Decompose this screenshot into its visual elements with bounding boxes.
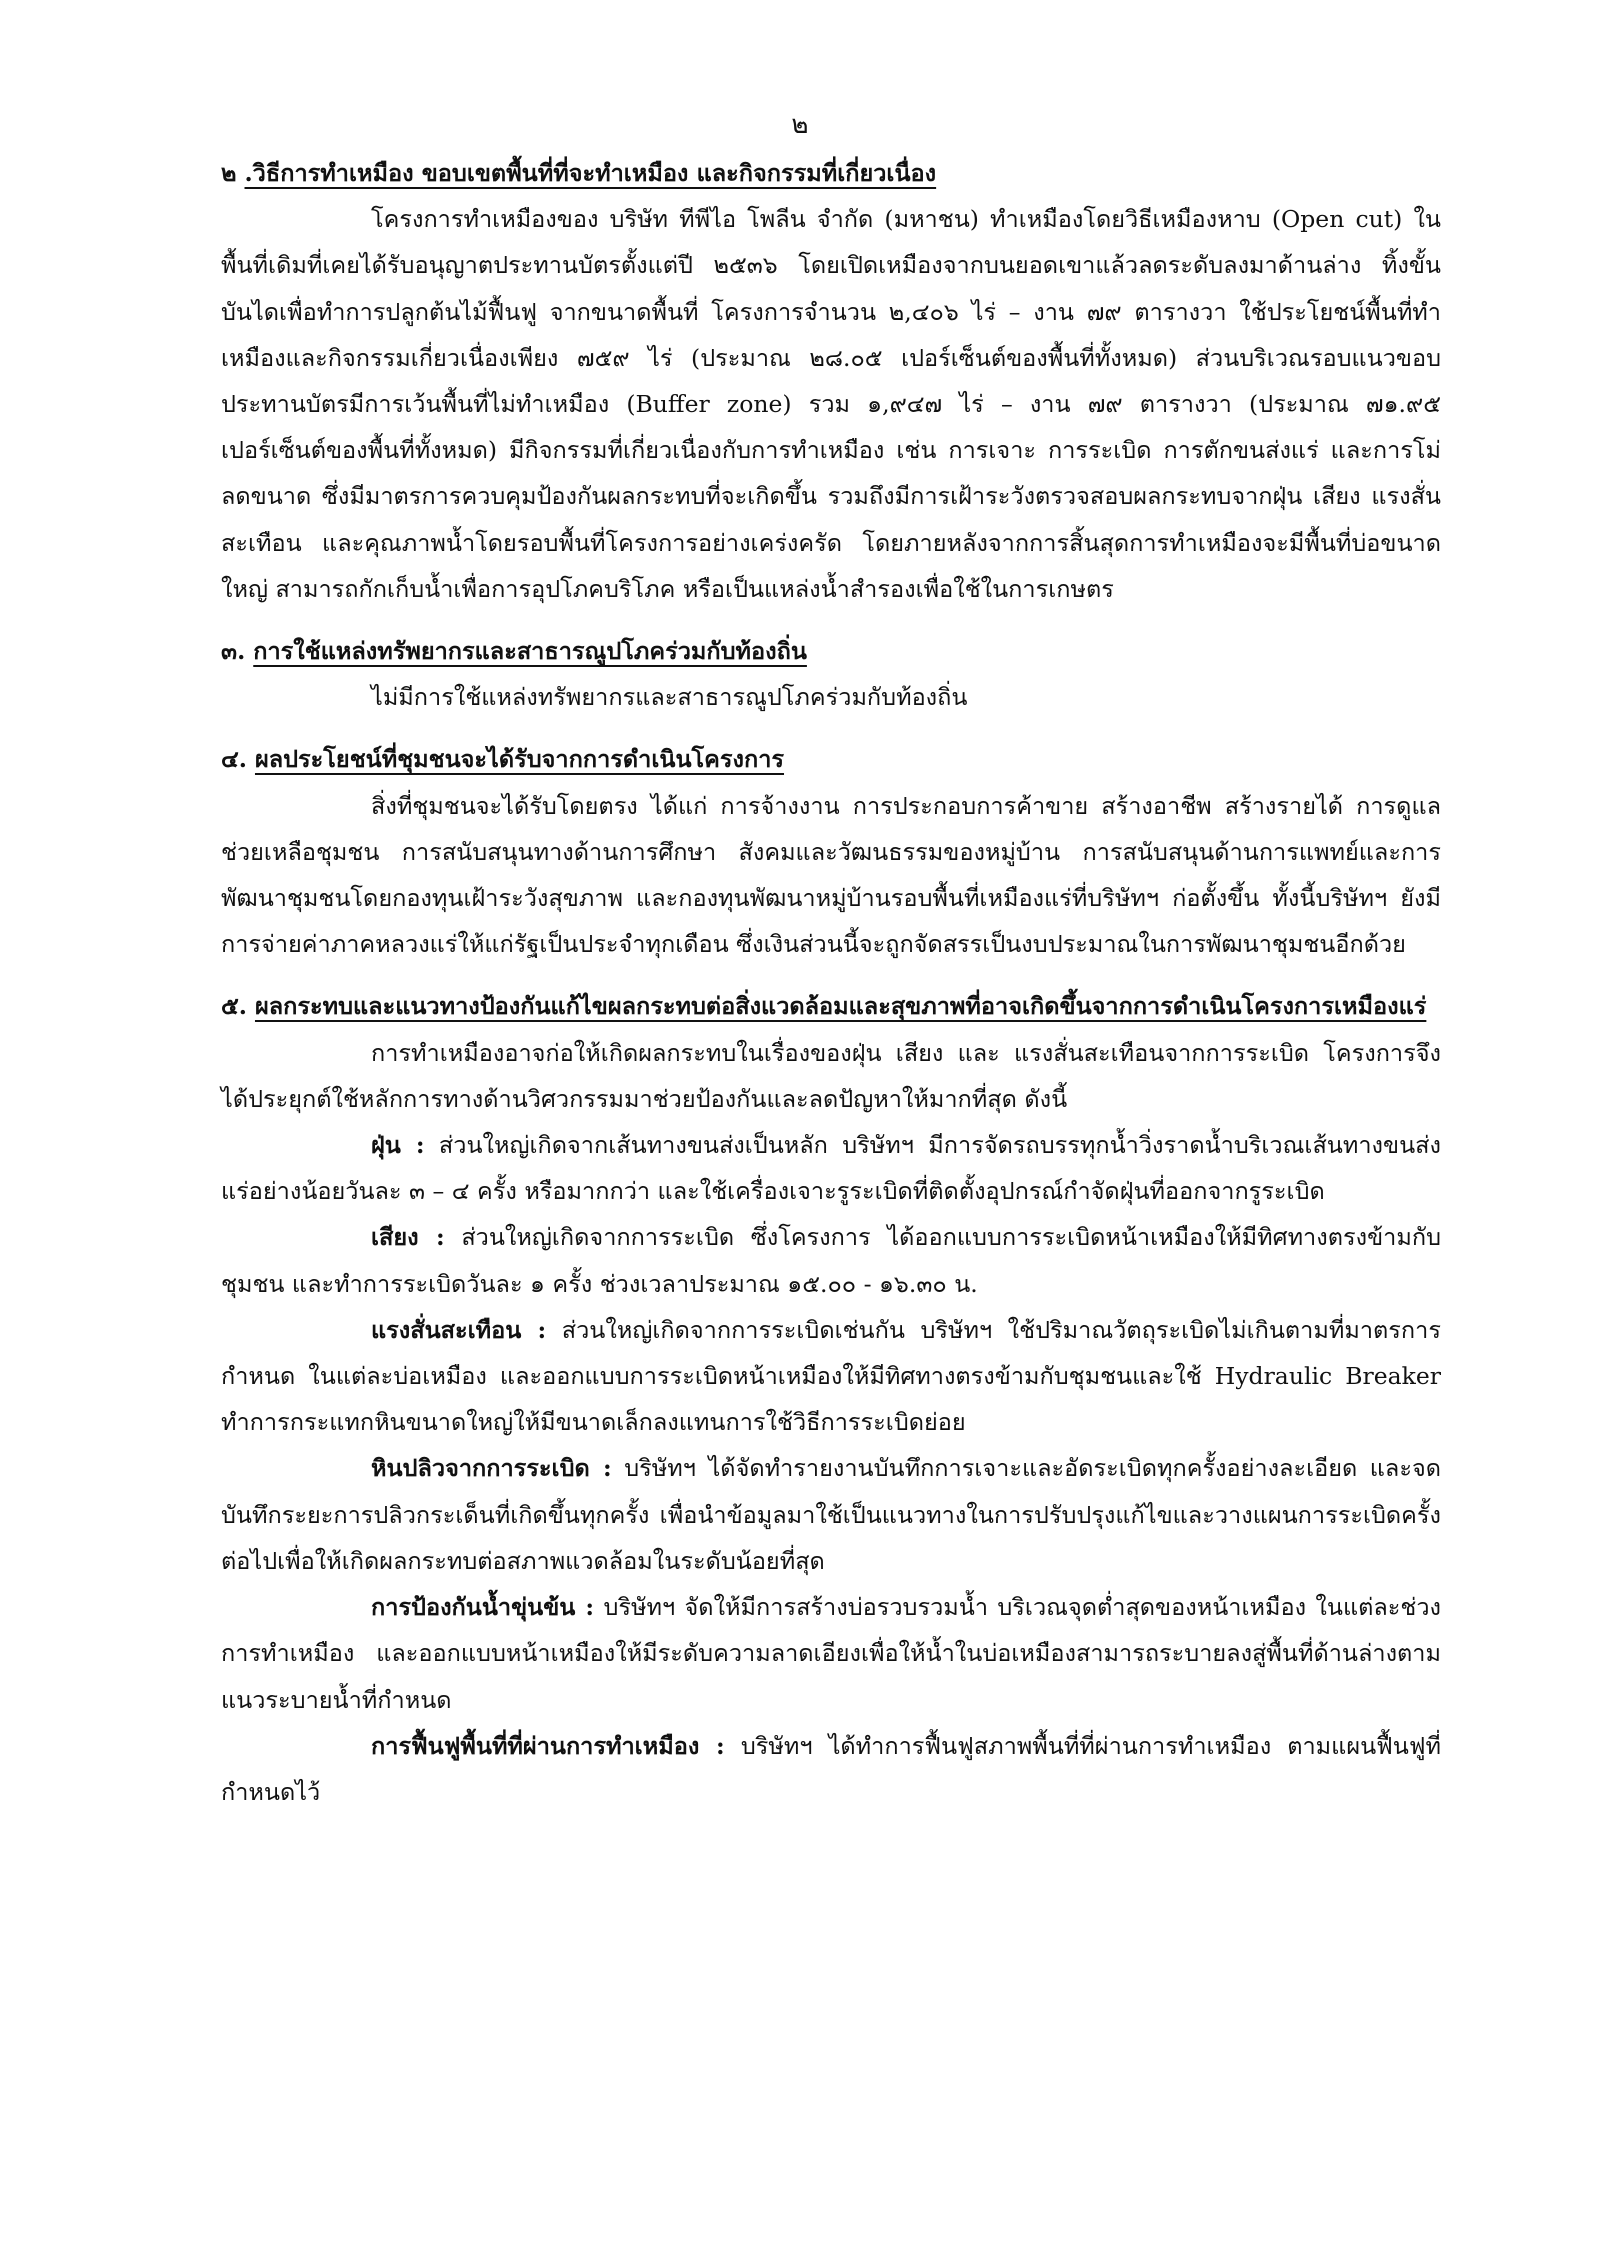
impact-item-turbid-water <box>221 1584 1441 1723</box>
impact-item-term: หินปลิวจากการระเบิด : <box>371 1454 612 1483</box>
impact-item-term: แรงสั่นสะเทือน : <box>371 1315 547 1344</box>
impact-item-text: ส่วนใหญ่เกิดจากเส้นทางขนส่งเป็นหลัก บริษัทฯ มีการจัดรถบรรทุกน้ำวิ่งราดน้ำบริเวณเส้นทางขนส่งแร่อย่างน้อยวันละ ๓ – ๔ ครั้ง หรือมากกว่า และใช้เครื่องเจาะรูระเบิดที่ติดตั้งอุปกรณ์กำจัดฝุ่นที่ออกจากรูระเบิด <box>221 1131 1441 1206</box>
section-3-paragraph: ไม่มีการใช้แหล่งทรัพยากรและสาธารณูปโภคร่วมกับท้องถิ่น <box>371 683 968 712</box>
section-4-number: ๔. <box>221 745 247 774</box>
section-3-title: การใช้แหล่งทรัพยากรและสาธารณูปโภคร่วมกับท้องถิ่น <box>253 637 807 666</box>
document-body <box>221 150 1441 1815</box>
impact-item-rehabilitation <box>221 1723 1441 1815</box>
section-5-intro: การทำเหมืองอาจก่อให้เกิดผลกระทบในเรื่องของฝุ่น เสียง และ แรงสั่นสะเทือนจากการระเบิด โครงการจึงได้ประยุกต์ใช้หลักการทางด้านวิศวกรรมมาช่วยป้องกันและลดปัญหาให้มากที่สุด ดังนี้ <box>221 1038 1441 1113</box>
impact-item-noise <box>221 1214 1441 1306</box>
impact-item-text: ส่วนใหญ่เกิดจากการระเบิด ซึ่งโครงการ ได้ออกแบบการระเบิดหน้าเหมืองให้มีทิศทางตรงข้ามกับชุมชน และทำการระเบิดวันละ ๑ ครั้ง ช่วงเวลาประมาณ ๑๕.๐๐ - ๑๖.๓๐ น. <box>221 1223 1441 1298</box>
page-number: ๒ <box>791 110 809 140</box>
impact-item-dust <box>221 1122 1441 1214</box>
section-4-paragraph: สิ่งที่ชุมชนจะได้รับโดยตรง ได้แก่ การจ้างงาน การประกอบการค้าขาย สร้างอาชีพ สร้างรายได้ การดูแลช่วยเหลือชุมชน การสนับสนุนทางด้านการศึกษา สังคมและวัฒนธรรมของหมู่บ้าน การสนับสนุนด้านการแพทย์และการพัฒนาชุมชนโดยกองทุนเฝ้าระวังสุขภาพ และกองทุนพัฒนาหมู่บ้านรอบพื้นที่เหมืองแร่ที่บริษัทฯ ก่อตั้งขึ้น ทั้งนี้บริษัทฯ ยังมีการจ่ายค่าภาคหลวงแร่ให้แก่รัฐเป็นประจำทุกเดือน ซึ่งเงินส่วนนี้จะถูกจัดสรรเป็นงบประมาณในการพัฒนาชุมชนอีกด้วย <box>221 791 1441 959</box>
section-2-number: ๒ <box>221 159 237 187</box>
impact-item-term: การป้องกันน้ำขุ่นข้น : <box>371 1593 595 1622</box>
section-3-number: ๓. <box>221 637 246 666</box>
impact-item-term: ฝุ่น : <box>371 1131 425 1160</box>
section-4-title: ผลประโยชน์ที่ชุมชนจะได้รับจากการดำเนินโครงการ <box>254 745 785 774</box>
section-5-number: ๕. <box>221 992 247 1021</box>
impact-item-flyrock <box>221 1445 1441 1584</box>
impact-item-text: บริษัทฯ ได้จัดทำรายงานบันทึกการเจาะและอัดระเบิดทุกครั้งอย่างละเอียด และจดบันทึกระยะการปลิวกระเด็นที่เกิดขึ้นทุกครั้ง เพื่อนำข้อมูลมาใช้เป็นแนวทางในการปรับปรุงแก้ไขและวางแผนการระเบิดครั้งต่อไปเพื่อให้เกิดผลกระทบต่อสภาพแวดล้อมในระดับน้อยที่สุด <box>221 1454 1441 1575</box>
section-4-heading <box>221 736 1441 782</box>
section-2-title: .วิธีการทำเหมือง ขอบเขตพื้นที่ที่จะทำเหมือง และกิจกรรมที่เกี่ยวเนื่อง <box>244 159 937 187</box>
section-5-heading <box>221 983 1441 1029</box>
section-2-paragraph: โครงการทำเหมืองของ บริษัท ทีพีไอ โพลีน จำกัด (มหาชน) ทำเหมืองโดยวิธีเหมืองหาบ (Open cut) ในพื้นที่เดิมที่เคยได้รับอนุญาตประทานบัตรตั้งแต่ปี ๒๕๓๖ โดยเปิดเหมืองจากบนยอดเขาแล้วลดระดับลงมาด้านล่าง ทิ้งขั้นบันไดเพื่อทำการปลูกต้นไม้ฟื้นฟู จากขนาดพื้นที่ โครงการจำนวน ๒,๔๐๖ ไร่ – งาน ๗๙ ตารางวา ใช้ประโยชน์พื้นที่ทำเหมืองและกิจกรรมเกี่ยวเนื่องเพียง ๗๕๙ ไร่ (ประมาณ ๒๘.๐๕ เปอร์เซ็นต์ของพื้นที่ทั้งหมด) ส่วนบริเวณรอบแนวขอบประทานบัตรมีการเว้นพื้นที่ไม่ทำเหมือง (Buffer zone) รวม ๑,๙๔๗ ไร่ – งาน ๗๙ ตารางวา (ประมาณ ๗๑.๙๕ เปอร์เซ็นต์ของพื้นที่ทั้งหมด) มีกิจกรรมที่เกี่ยวเนื่องกับการทำเหมือง เช่น การเจาะ การระเบิด การตักขนส่งแร่ และการโม่ลดขนาด ซึ่งมีมาตรการควบคุมป้องกันผลกระทบที่จะเกิดขึ้น รวมถึงมีการเฝ้าระวังตรวจสอบผลกระทบจากฝุ่น เสียง แรงสั่นสะเทือน และคุณภาพน้ำโดยรอบพื้นที่โครงการอย่างเคร่งครัด โดยภายหลังจากการสิ้นสุดการทำเหมืองจะมีพื้นที่บ่อขนาดใหญ่ สามารถกักเก็บน้ำเพื่อการอุปโภคบริโภค หรือเป็นแหล่งน้ำสำรองเพื่อใช้ในการเกษตร <box>221 205 1441 603</box>
section-2-heading <box>221 150 1441 196</box>
section-5-title: ผลกระทบและแนวทางป้องกันแก้ไขผลกระทบต่อสิ่งแวดล้อมและสุขภาพที่อาจเกิดขึ้นจากการดำเนินโครงการเหมืองแร่ <box>254 992 1427 1021</box>
section-3-heading <box>221 628 1441 674</box>
impact-item-term: การฟื้นฟูพื้นที่ที่ผ่านการทำเหมือง : <box>371 1731 725 1760</box>
impact-item-term: เสียง : <box>371 1223 445 1252</box>
impact-item-text: บริษัทฯ ได้ทำการฟื้นฟูสภาพพื้นที่ที่ผ่านการทำเหมือง ตามแผนฟื้นฟูที่กำหนดไว้ <box>221 1731 1441 1806</box>
impact-item-text: ส่วนใหญ่เกิดจากการระเบิดเช่นกัน บริษัทฯ ใช้ปริมาณวัตถุระเบิดไม่เกินตามที่มาตรการกำหนด ในแต่ละบ่อเหมือง และออกแบบการระเบิดหน้าเหมืองให้มีทิศทางตรงข้ามกับชุมชนและใช้ Hydraulic Breaker ทำการกระแทกหินขนาดใหญ่ให้มีขนาดเล็กลงแทนการใช้วิธีการระเบิดย่อย <box>221 1315 1441 1437</box>
impact-item-vibration <box>221 1307 1441 1446</box>
impact-item-text: บริษัทฯ จัดให้มีการสร้างบ่อรวบรวมน้ำ บริเวณจุดต่ำสุดของหน้าเหมือง ในแต่ละช่วงการทำเหมือง และออกแบบหน้าเหมืองให้มีระดับความลาดเอียงเพื่อให้น้ำในบ่อเหมืองสามารถระบายลงสู่พื้นที่ด้านล่างตามแนวระบายน้ำที่กำหนด <box>221 1593 1441 1714</box>
